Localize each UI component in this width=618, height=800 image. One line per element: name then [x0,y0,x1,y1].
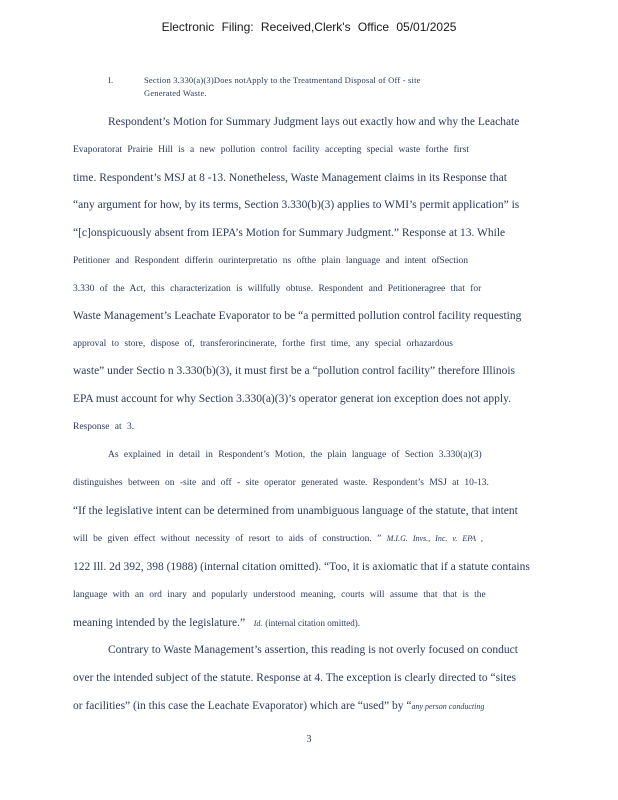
paragraph-line [73,699,551,714]
paragraph-text: (internal citation omitted). [265,618,361,628]
paragraph-text: meaning intended by the legislature.” [73,617,246,629]
paragraph-text: or facilities” (in this case the Leachate Evaporator) which are “used” by “ [73,700,412,712]
paragraph-line: “If the legislative intent can be determined from unambiguous language of the statute, that intent [73,505,518,517]
paragraph-line: “[c]onspicuously absent from IEPA’s Motion for Summary Judgment.” Response at 13. While [73,227,506,239]
paragraph-line: 3.330 of the Act, this characterization is willfully obtuse. Respondent and Petitioneragree that for [73,284,482,294]
filing-stamp-header: Electronic Filing: Received,Clerk's Office 05/01/2025 [161,20,457,34]
paragraph-line: language with an ord inary and popularly understood meaning, courts will assume that that is the [73,590,486,600]
paragraph-line: waste” under Sectio n 3.330(b)(3), it must first be a “pollution control facility” therefore Illinois [73,365,515,377]
paragraph-line: 122 Ill. 2d 392, 398 (1988) (internal citation omitted). “Too, it is axiomatic that if a statute contains [73,561,530,573]
section-heading-line2: Generated Waste. [144,88,207,98]
case-citation: M.I.G. Invs., Inc. v. EPA , [386,534,483,543]
italic-phrase: any person conducting [411,702,485,711]
paragraph-line: Evaporatorat Prairie Hill is a new pollution control facility accepting special waste forthe first [73,145,469,155]
paragraph-line: approval to store, dispose of, transferorincinerate, forthe first time, any special orhazardous [73,339,453,349]
section-number: I. [108,75,114,85]
paragraph-line: Respondent’s Motion for Summary Judgment lays out exactly how and why the Leachate [108,116,520,128]
paragraph-line: Contrary to Waste Management’s assertion, this reading is not overly focused on conduct [108,644,518,656]
paragraph-line: EPA must account for why Section 3.330(a)(3)’s operator generat ion exception does not apply. [73,393,511,405]
paragraph-line: “any argument for how, by its terms, Section 3.330(b)(3) applies to WMI’s permit application” is [73,199,520,211]
paragraph-line: Petitioner and Respondent differin ourinterpretatio ns ofthe plain language and intent ofSection [73,256,469,266]
paragraph-line: Response at 3. [73,422,135,432]
id-citation: Id. [253,619,263,628]
paragraph-text: will be given effect without necessity of resort to aids of construction. ” [73,534,382,544]
section-heading-line1: Section 3.330(a)(3)Does notApply to the Treatmentand Disposal of Off - site [144,75,421,85]
paragraph-line: distinguishes between on -site and off - site operator generated waste. Respondent’s MSJ at 10-13. [73,478,489,488]
paragraph-line: As explained in detail in Respondent’s Motion, the plain language of Section 3.330(a)(3) [108,450,482,460]
paragraph-line [73,532,551,546]
page-number: 3 [306,734,312,745]
paragraph-line: Waste Management’s Leachate Evaporator to be “a permitted pollution control facility requesting [73,310,522,322]
paragraph-line: time. Respondent’s MSJ at 8 -13. Nonetheless, Waste Management claims in its Response that [73,172,507,184]
paragraph-line [73,616,551,631]
section-heading [108,74,548,100]
paragraph-line: over the intended subject of the statute. Response at 4. The exception is clearly directed to “sites [73,672,517,684]
